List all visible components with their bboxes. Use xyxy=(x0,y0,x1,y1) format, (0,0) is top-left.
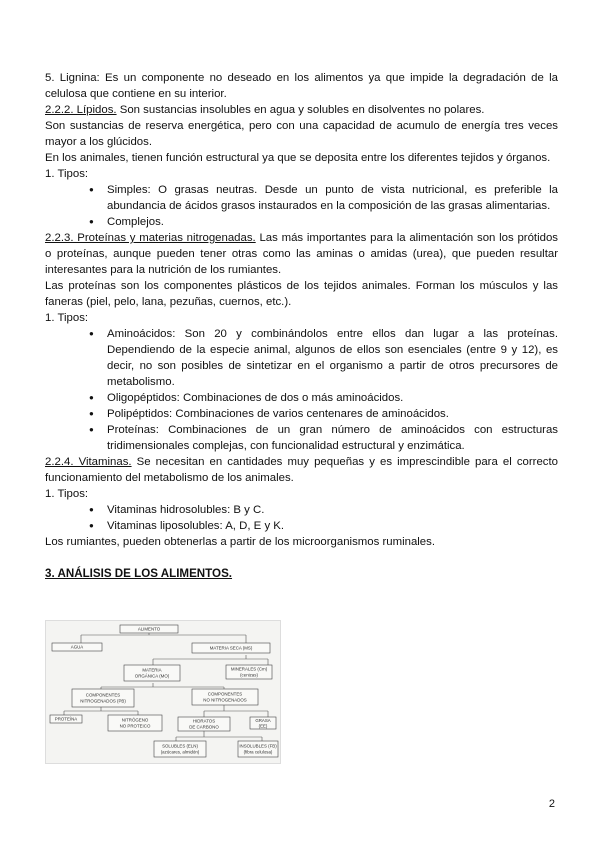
hidratos-label-2: DE CARBONO xyxy=(189,724,219,730)
lipidos-estructural-paragraph: En los animales, tienen función estructural ya que se deposita entre los diferentes tejidos y órganos. xyxy=(45,152,551,164)
proteinas-plasticos-paragraph: Las proteínas son los componentes plásticos de los tejidos animales. Forman los músculos y las faneras (piel, pelo, lana, pezuñas, cuernos, etc.). xyxy=(45,280,558,308)
diagram-svg xyxy=(46,621,280,763)
minerales-label-1: MINERALES (Cm) xyxy=(230,666,268,672)
vitaminas-heading: 2.2.4. Vitaminas. xyxy=(45,456,132,468)
food-analysis-diagram xyxy=(45,620,281,764)
insolubles-label-2: (fibra celulosa) xyxy=(243,749,273,755)
componentes-nitrogenados-label-1: COMPONENTES xyxy=(85,692,121,698)
nitrogeno-label-1: NITRÓGENO xyxy=(121,717,149,723)
page-number: 2 xyxy=(548,798,555,810)
proteinas-intro: Las más importantes para la alimentación son los prótidos o proteínas, aunque pueden tener otras como las aminas o amidas (urea), que pueden resultar interesantes para la nutrición de los rumiantes. xyxy=(45,232,558,276)
lipidos-paragraph xyxy=(45,102,558,118)
list-item: ● Simples: O grasas neutras. Desde un punto de vista nutricional, es preferible la abundancia de ácidos grasos instaurados en la composición de las grasas alimentarias. xyxy=(45,182,558,214)
list-item: ● Vitaminas liposolubles: A, D, E y K. xyxy=(45,518,558,534)
list-item: ● Polipéptidos: Combinaciones de varios centenares de aminoácidos. xyxy=(45,406,558,422)
lipidos-list xyxy=(45,182,558,230)
document-body xyxy=(45,70,558,582)
list-item: ● Complejos. xyxy=(45,214,558,230)
componentes-nitrogenados-label-2: NITROGENADOS (PB) xyxy=(80,698,126,704)
rumiantes-paragraph: Los rumiantes, pueden obtenerlas a partir de los microorganismos ruminales. xyxy=(45,536,436,548)
materia-seca-label: MATERIA SECA (MS) xyxy=(209,645,253,651)
hidratos-label-1: HIDRATOS xyxy=(192,718,216,724)
alimento-label: ALIMENTO xyxy=(137,626,161,632)
proteinas-paragraph xyxy=(45,230,558,278)
grasa-label-1: GRASA xyxy=(255,718,271,723)
section-heading-analisis: 3. ANÁLISIS DE LOS ALIMENTOS. xyxy=(45,567,233,580)
componentes-no-nitrogenados-label-2: NO NITROGENADOS xyxy=(203,697,247,703)
materia-organica-label-1: MATERIA xyxy=(142,667,162,673)
list-item: ● Vitaminas hidrosolubles: B y C. xyxy=(45,502,558,518)
tipos-label: 1. Tipos: xyxy=(45,488,89,500)
tipos-label: 1. Tipos: xyxy=(45,312,89,324)
list-item: ● Oligopéptidos: Combinaciones de dos o más aminoácidos. xyxy=(45,390,558,406)
list-item: ● Aminoácidos: Son 20 y combinándolos entre ellos dan lugar a las proteínas. Dependiendo de la especie animal, algunos de ellos son esenciales (entre 9 y 12), es decir, no son posibles de sintetizar en el organismo a partir de otros precursores de metabolismo. xyxy=(45,326,558,390)
solubles-label-1: SOLUBLES (ELN) xyxy=(162,743,198,749)
proteinas-list xyxy=(45,326,558,454)
componentes-no-nitrogenados-label-1: COMPONENTES xyxy=(207,691,243,697)
lipidos-heading: 2.2.2. Lípidos. xyxy=(45,104,117,116)
lipidos-reserva-paragraph: Son sustancias de reserva energética, pero con una capacidad de acumulo de energía tres veces mayor a los glúcidos. xyxy=(45,120,558,148)
lipidos-intro: Son sustancias insolubles en agua y solubles en disolventes no polares. xyxy=(116,104,485,116)
list-item: ● Proteínas: Combinaciones de un gran número de aminoácidos con estructuras tridimensionales complejas, con funcionalidad estructural y enzimática. xyxy=(45,422,558,454)
vitaminas-paragraph xyxy=(45,454,558,486)
nitrogeno-label-2: NO PROTEICO xyxy=(119,723,151,729)
tipos-label: 1. Tipos: xyxy=(45,168,89,180)
proteina-label: PROTEÍNA xyxy=(54,716,78,722)
insolubles-label-1: INSOLUBLES (FB) xyxy=(239,743,277,749)
grasa-label-2: (EE) xyxy=(258,723,268,729)
lignina-paragraph: 5. Lignina: Es un componente no deseado en los alimentos ya que impide la degradación de la celulosa que contiene en su interior. xyxy=(45,72,558,100)
solubles-label-2: (azúcares, almidón) xyxy=(160,749,200,755)
proteinas-heading: 2.2.3. Proteínas y materias nitrogenadas. xyxy=(45,232,256,244)
minerales-label-2: (cenizas) xyxy=(240,672,258,678)
vitaminas-list xyxy=(45,502,558,534)
agua-label: AGUA xyxy=(70,644,84,650)
vitaminas-intro: Se necesitan en cantidades muy pequeñas y es imprescindible para el correcto funcionamiento del metabolismo de los animales. xyxy=(45,456,558,484)
materia-organica-label-2: ORGÁNICA (MO) xyxy=(134,673,170,679)
